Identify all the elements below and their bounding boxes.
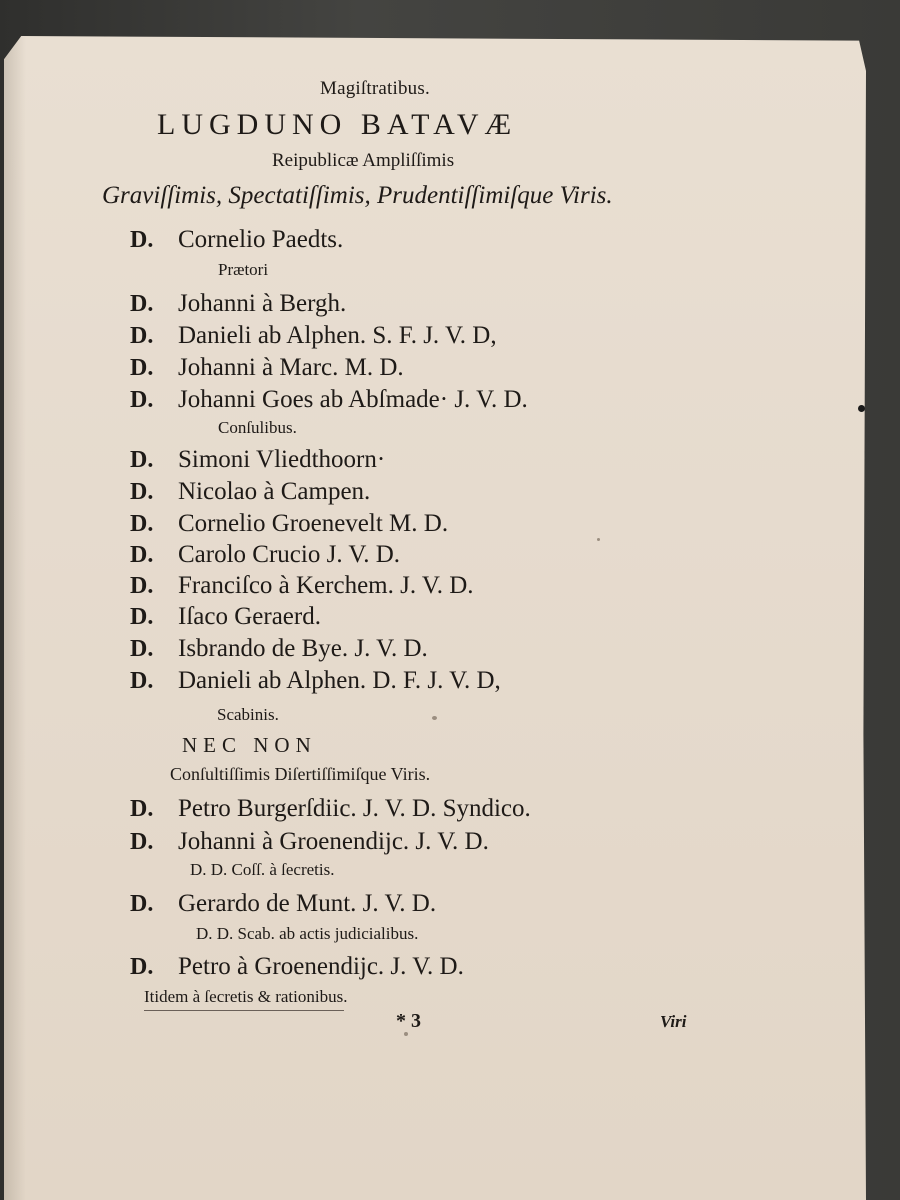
header-lugduno-batavae: LUGDUNO BATAVÆ bbox=[157, 108, 518, 141]
entry-3 bbox=[130, 322, 497, 350]
entry-name: Gerardo de Munt. J. V. D. bbox=[178, 890, 437, 917]
catchword: Viri bbox=[660, 1012, 687, 1031]
entry-name: Franciſco à Kerchem. J. V. D. bbox=[178, 572, 474, 599]
role-praetori: Prætori bbox=[218, 260, 269, 279]
entry-16 bbox=[130, 890, 436, 918]
entry-7 bbox=[130, 478, 370, 506]
entry-9 bbox=[130, 541, 400, 569]
paper-speck bbox=[597, 538, 600, 541]
role-itidem: Itidem à ſecretis & rationibus. bbox=[144, 987, 348, 1006]
entry-name: Danieli ab Alphen. S. F. J. V. D, bbox=[178, 322, 497, 349]
entry-6 bbox=[130, 446, 385, 474]
entry-12 bbox=[130, 635, 428, 663]
entry-name: Carolo Crucio J. V. D. bbox=[178, 541, 400, 568]
entry-d: D. bbox=[130, 668, 154, 694]
entry-1 bbox=[130, 226, 343, 254]
entry-d: D. bbox=[130, 447, 154, 473]
edge-mark bbox=[858, 405, 865, 412]
entry-d: D. bbox=[130, 511, 154, 537]
entry-d: D. bbox=[130, 323, 154, 349]
entry-d: D. bbox=[130, 227, 154, 253]
entry-2 bbox=[130, 290, 346, 318]
header-magistratibus: Magiſtratibus. bbox=[320, 78, 430, 99]
entry-name: Johanni à Bergh. bbox=[178, 290, 347, 317]
entry-name: Simoni Vliedthoorn· bbox=[178, 446, 386, 473]
consultissimis-line: Conſultiſſimis Diſertiſſimiſque Viris. bbox=[170, 764, 431, 784]
entry-d: D. bbox=[130, 891, 154, 917]
role-scab: D. D. Scab. ab actis judicialibus. bbox=[196, 924, 419, 943]
entry-d: D. bbox=[130, 954, 154, 980]
entry-name: Johanni à Marc. M. D. bbox=[178, 354, 404, 381]
entry-d: D. bbox=[130, 796, 154, 822]
header-gravissimis: Graviſſimis, Spectatiſſimis, Prudentiſſimiſque Viris. bbox=[102, 182, 613, 209]
role-consulibus: Conſulibus. bbox=[218, 418, 297, 437]
entry-d: D. bbox=[130, 387, 154, 413]
role-coss: D. D. Coſſ. à ſecretis. bbox=[190, 860, 335, 879]
entry-14 bbox=[130, 795, 531, 823]
entry-d: D. bbox=[130, 636, 154, 662]
entry-name: Johanni à Groenendijc. J. V. D. bbox=[178, 828, 489, 855]
entry-name: Johanni Goes ab Abſmade· J. V. D. bbox=[178, 386, 528, 413]
entry-d: D. bbox=[130, 355, 154, 381]
entry-d: D. bbox=[130, 291, 154, 317]
entry-15 bbox=[130, 828, 489, 856]
paper-speck bbox=[404, 1032, 408, 1036]
nec-non: NEC NON bbox=[182, 733, 317, 757]
entry-name: Petro à Groenendijc. J. V. D. bbox=[178, 953, 464, 980]
entry-d: D. bbox=[130, 573, 154, 599]
header-reipublicae: Reipublicæ Ampliſſimis bbox=[272, 150, 455, 171]
entry-8 bbox=[130, 510, 448, 538]
entry-d: D. bbox=[130, 479, 154, 505]
entry-4 bbox=[130, 354, 404, 382]
entry-name: Isbrando de Bye. J. V. D. bbox=[178, 635, 428, 662]
page-edge-shadow bbox=[4, 36, 26, 1200]
entry-d: D. bbox=[130, 829, 154, 855]
signature-mark: * 3 bbox=[396, 1010, 421, 1032]
entry-d: D. bbox=[130, 542, 154, 568]
entry-13 bbox=[130, 667, 501, 695]
entry-name: Iſaco Geraerd. bbox=[178, 603, 321, 630]
entry-name: Cornelio Groenevelt M. D. bbox=[178, 510, 449, 537]
underline bbox=[144, 1010, 344, 1011]
entry-name: Nicolao à Campen. bbox=[178, 478, 371, 505]
entry-10 bbox=[130, 572, 474, 600]
entry-name: Cornelio Paedts. bbox=[178, 226, 344, 253]
entry-17 bbox=[130, 953, 464, 981]
entry-5 bbox=[130, 386, 528, 414]
entry-name: Petro Burgerſdiic. J. V. D. Syndico. bbox=[178, 795, 531, 822]
paper-speck bbox=[432, 716, 437, 720]
entry-11 bbox=[130, 603, 321, 631]
role-scabinis: Scabinis. bbox=[217, 705, 279, 724]
entry-name: Danieli ab Alphen. D. F. J. V. D, bbox=[178, 667, 501, 694]
entry-d: D. bbox=[130, 604, 154, 630]
